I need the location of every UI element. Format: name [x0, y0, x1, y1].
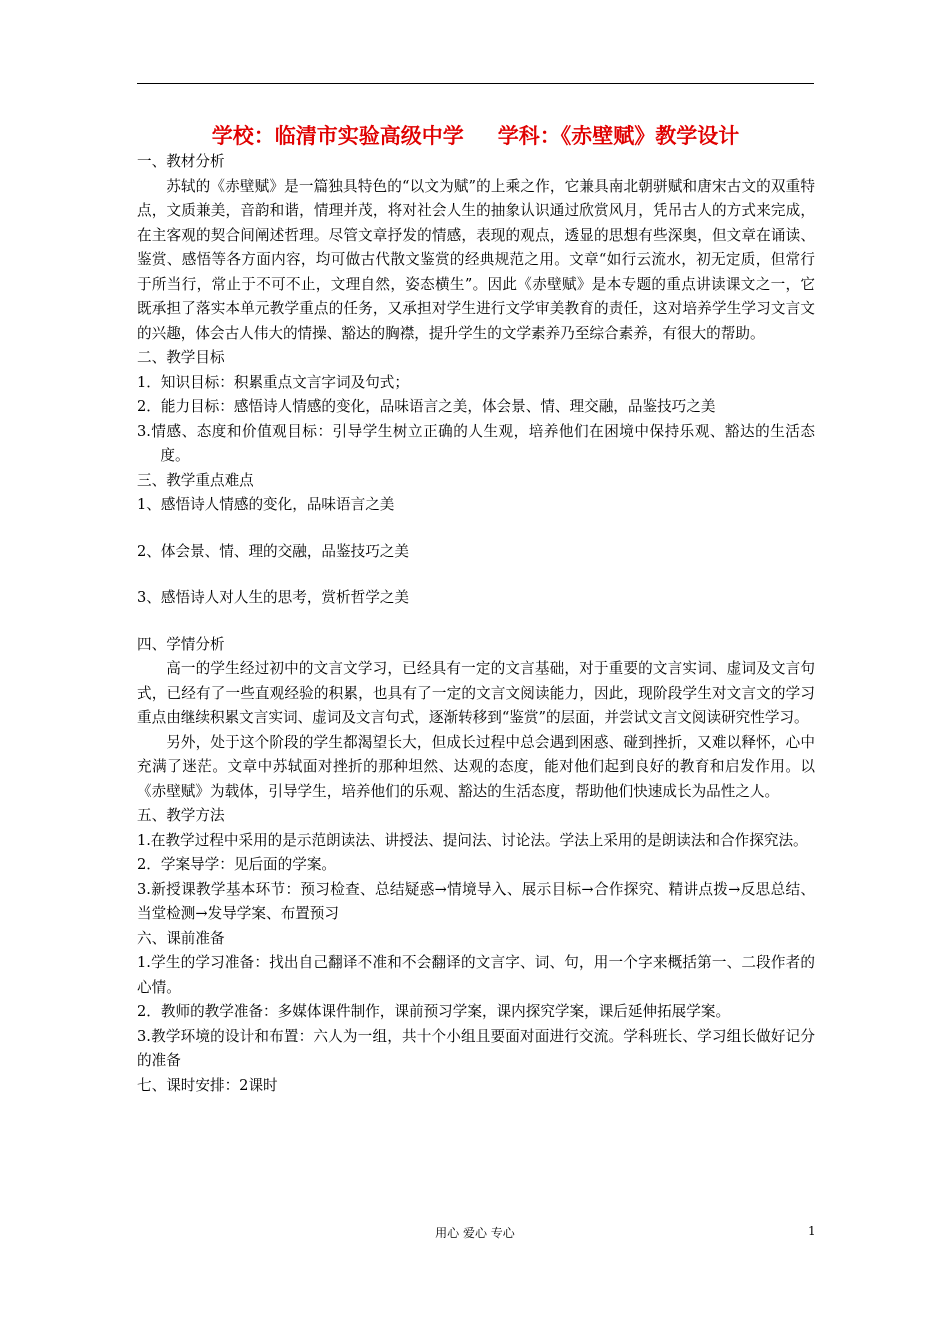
- section-heading-7: 七、课时安排：2课时: [137, 1076, 278, 1094]
- list-item: 2．教师的教学准备：多媒体课件制作，课前预习学案，课内探究学案，课后延伸拓展学案。: [137, 1003, 731, 1020]
- section-heading-1: 一、教材分析: [137, 153, 225, 170]
- header-rule: [137, 83, 814, 84]
- list-item: 2、体会景、情、理的交融，品鉴技巧之美: [137, 542, 409, 560]
- list-item: 1.在教学过程中采用的是示范朗读法、讲授法、提问法、讨论法。学法上采用的是朗读法和合作探究法。: [137, 831, 808, 849]
- list-item: 3.新授课教学基本环节：预习检查、总结疑惑→情境导入、展示目标→合作探究、精讲点拨→反思总结、当堂检测→发导学案、布置预习: [137, 880, 815, 922]
- paragraph: 另外，处于这个阶段的学生都渴望长大，但成长过程中总会遇到困惑、碰到挫折，又难以释怀，心中充满了迷茫。文章中苏轼面对挫折的那种坦然、达观的态度，能对他们起到良好的教育和启发作用。以《赤壁赋》为载体，引导学生，培养他们的乐观、豁达的生活态度，帮助他们快速成长为品性之人。: [137, 733, 815, 800]
- document-title: [137, 122, 814, 150]
- section-heading-4: 四、学情分析: [137, 635, 225, 653]
- document-body: [137, 150, 815, 1098]
- paragraph: 高一的学生经过初中的文言文学习，已经具有一定的文言基础，对于重要的文言实词、虚词及文言句式，已经有了一些直观经验的积累，也具有了一定的文言文阅读能力，因此，现阶段学生对文言文的学习重点由继续积累文言实词、虚词及文言句式，逐渐转移到“鉴赏”的层面，并尝试文言文阅读研究性学习。: [137, 660, 815, 726]
- list-item: 2．能力目标：感悟诗人情感的变化，品味语言之美，体会景、情、理交融，品鉴技巧之美: [137, 398, 716, 415]
- list-item: 1、感悟诗人情感的变化，品味语言之美: [137, 496, 395, 513]
- list-item: 1．知识目标：积累重点文言字词及句式；: [137, 373, 409, 391]
- list-item: 3、感悟诗人对人生的思考，赏析哲学之美: [137, 589, 409, 606]
- title-subject: 学科：《赤壁赋》教学设计: [497, 124, 740, 148]
- page-number: 1: [808, 1224, 816, 1238]
- list-item: 1.学生的学习准备：找出自己翻译不准和不会翻译的文言字、词、句，用一个字来概括第一、二段作者的心情。: [137, 954, 815, 996]
- section-heading-6: 六、课前准备: [137, 929, 225, 947]
- footer-motto: 用心 爱心 专心: [435, 1226, 515, 1240]
- section-heading-5: 五、教学方法: [137, 807, 225, 824]
- list-item: 2．学案导学：见后面的学案。: [137, 856, 337, 873]
- title-school: 学校：临清市实验高级中学: [211, 124, 464, 148]
- list-item: 3.情感、态度和价值观目标：引导学生树立正确的人生观，培养他们在困境中保持乐观、豁达的生活态度。: [137, 422, 815, 464]
- section-heading-2: 二、教学目标: [137, 349, 225, 366]
- section-heading-3: 三、教学重点难点: [137, 471, 254, 489]
- list-item: 3.教学环境的设计和布置：六人为一组，共十个小组且要面对面进行交流。学科班长、学习组长做好记分的准备: [137, 1027, 815, 1069]
- paragraph: 苏轼的《赤壁赋》是一篇独具特色的“以文为赋”的上乘之作，它兼具南北朝骈赋和唐宋古文的双重特点，文质兼美，音韵和谐，情理并茂，将对社会人生的抽象认识通过欣赏风月，凭吊古人的方式来完成，在主客观的契合间阐述哲理。尽管文章抒发的情感，表现的观点，透显的思想有些深奥，但文章在诵读、鉴赏、感悟等各方面内容，均可做古代散文鉴赏的经典规范之用。文章“如行云流水，初无定质，但常行于所当行，常止于不可不止，文理自然，姿态横生”。因此《赤壁赋》是本专题的重点讲读课文之一，它既承担了落实本单元教学重点的任务，又承担对学生进行文学审美教育的责任，这对培养学生学习文言文的兴趣，体会古人伟大的情操、豁达的胸襟，提升学生的文学素养乃至综合素养，有很大的帮助。: [137, 177, 815, 342]
